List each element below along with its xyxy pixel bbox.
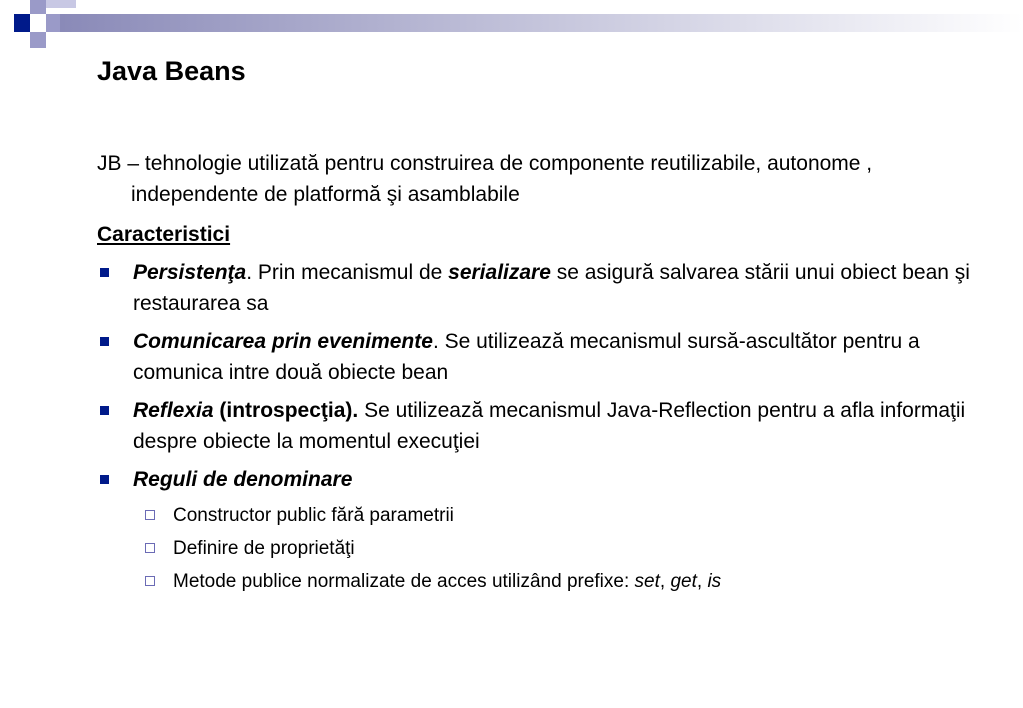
square-bullet-icon xyxy=(100,406,109,415)
sub-bullet-item: Constructor public fără parametrii xyxy=(97,502,977,529)
hollow-square-bullet-icon xyxy=(145,543,155,553)
sub-bullet-item: Definire de proprietăţi xyxy=(97,535,977,562)
slide-title: Java Beans xyxy=(97,56,246,86)
slide-body xyxy=(97,148,977,601)
hollow-square-bullet-icon xyxy=(145,576,155,586)
hollow-square-bullet-icon xyxy=(145,510,155,520)
bullet-item: Reflexia (introspecţia). Se utilizează mecanismul Java-Reflection pentru a afla informaţii despre obiecte la momentul execuţiei xyxy=(97,395,977,457)
sub-bullet-item: Metode publice normalizate de acces utilizând prefixe: set, get, is xyxy=(97,568,977,595)
header-decoration xyxy=(0,0,1023,60)
square-bullet-icon xyxy=(100,337,109,346)
bullet-item: Reguli de denominare xyxy=(97,464,977,495)
square-bullet-icon xyxy=(100,475,109,484)
bullet-item: Comunicarea prin evenimente. Se utilizează mecanismul sursă-ascultător pentru a comunica intre două obiecte bean xyxy=(97,326,977,388)
square-bullet-icon xyxy=(100,268,109,277)
intro-paragraph: JB – tehnologie utilizată pentru construirea de componente reutilizabile, autonome , independente de platformă şi asamblabile xyxy=(97,152,873,206)
section-heading: Caracteristici xyxy=(97,223,231,246)
bullet-item: Persistenţa. Prin mecanismul de serializare se asigură salvarea stării unui obiect bean şi restaurarea sa xyxy=(97,257,977,319)
